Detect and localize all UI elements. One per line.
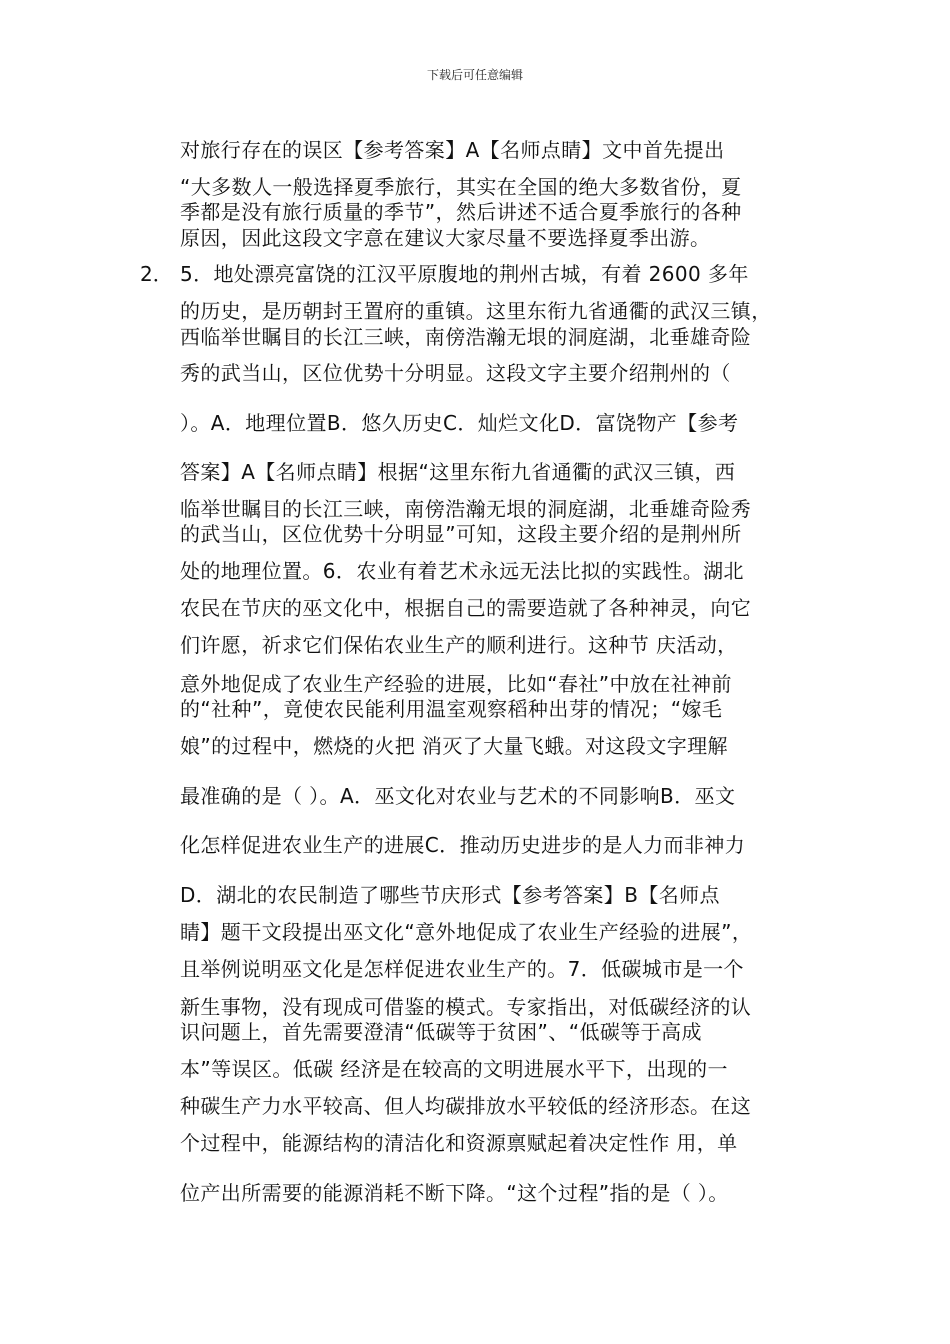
text-line: 新生事物，没有现成可借鉴的模式。专家指出，对低碳经济的认 (180, 995, 752, 1019)
text-line: 原因，因此这段文字意在建议大家尽量不要选择夏季出游。 (180, 226, 711, 250)
text-line: 处的地理位置。6．农业有着艺术永远无法比拟的实践性。湖北 (180, 559, 744, 583)
text-line: 秀的武当山，区位优势十分明显。这段文字主要介绍荆州的（ (180, 361, 731, 385)
text-line: 临举世瞩目的长江三峡，南傍浩瀚无垠的洞庭湖，北垂雄奇险秀 (180, 497, 752, 521)
text-line: 的历史，是历朝封王置府的重镇。这里东衔九省通衢的武汉三镇， (180, 299, 772, 323)
text-line: 的武当山，区位优势十分明显”可知，这段主要介绍的是荆州所 (180, 522, 742, 546)
text-line: 化怎样促进农业生产的进展C．推动历史进步的是人力而非神力 (180, 833, 746, 857)
text-line: 睛】题干文段提出巫文化“意外地促成了农业生产经验的进展”， (180, 920, 753, 944)
text-line: 娘”的过程中，燃烧的火把 消灭了大量飞蛾。对这段文字理解 (180, 734, 728, 758)
list-number: 2． (140, 262, 173, 286)
text-line: 的“社种”，竟使农民能利用温室观察稻种出芽的情况；“嫁毛 (180, 697, 723, 721)
text-line: 5．地处漂亮富饶的江汉平原腹地的荆州古城，有着 2600 多年 (180, 262, 749, 286)
text-line: ）。A．地理位置B．悠久历史C．灿烂文化D．富饶物产【参考 (180, 411, 739, 435)
text-line: 对旅行存在的误区【参考答案】A【名师点睛】文中首先提出 (180, 138, 725, 162)
text-line: 意外地促成了农业生产经验的进展，比如“春社”中放在社神前 (180, 672, 732, 696)
text-line: 西临举世瞩目的长江三峡，南傍浩瀚无垠的洞庭湖，北垂雄奇险 (180, 325, 752, 349)
text-line: 答案】A【名师点睛】根据“这里东衔九省通衢的武汉三镇，西 (180, 460, 736, 484)
text-line: “大多数人一般选择夏季旅行，其实在全国的绝大多数省份，夏 (180, 175, 742, 199)
text-line: 且举例说明巫文化是怎样促进农业生产的。7．低碳城市是一个 (180, 957, 744, 981)
text-line: 季都是没有旅行质量的季节”，然后讲述不适合夏季旅行的各种 (180, 200, 742, 224)
page-header: 下载后可任意编辑 (426, 68, 523, 82)
text-line: 最准确的是（ ）。A．巫文化对农业与艺术的不同影响B．巫文 (180, 784, 736, 808)
text-line: 个过程中，能源结构的清洁化和资源禀赋起着决定性作 用，单 (180, 1131, 738, 1155)
text-line: 本”等误区。低碳 经济是在较高的文明进展水平下，出现的一 (180, 1057, 728, 1081)
text-line: 农民在节庆的巫文化中，根据自己的需要造就了各种神灵，向它 (180, 596, 752, 620)
text-line: 种碳生产力水平较高、但人均碳排放水平较低的经济形态。在这 (180, 1094, 752, 1118)
text-line: 识问题上，首先需要澄清“低碳等于贫困”、“低碳等于高成 (180, 1020, 702, 1044)
text-line: 们许愿，祈求它们保佑农业生产的顺利进行。这种节 庆活动， (180, 633, 738, 657)
text-line: 位产出所需要的能源消耗不断下降。“这个过程”指的是（ ）。 (180, 1181, 729, 1205)
text-line: D．湖北的农民制造了哪些节庆形式【参考答案】B【名师点 (180, 883, 720, 907)
